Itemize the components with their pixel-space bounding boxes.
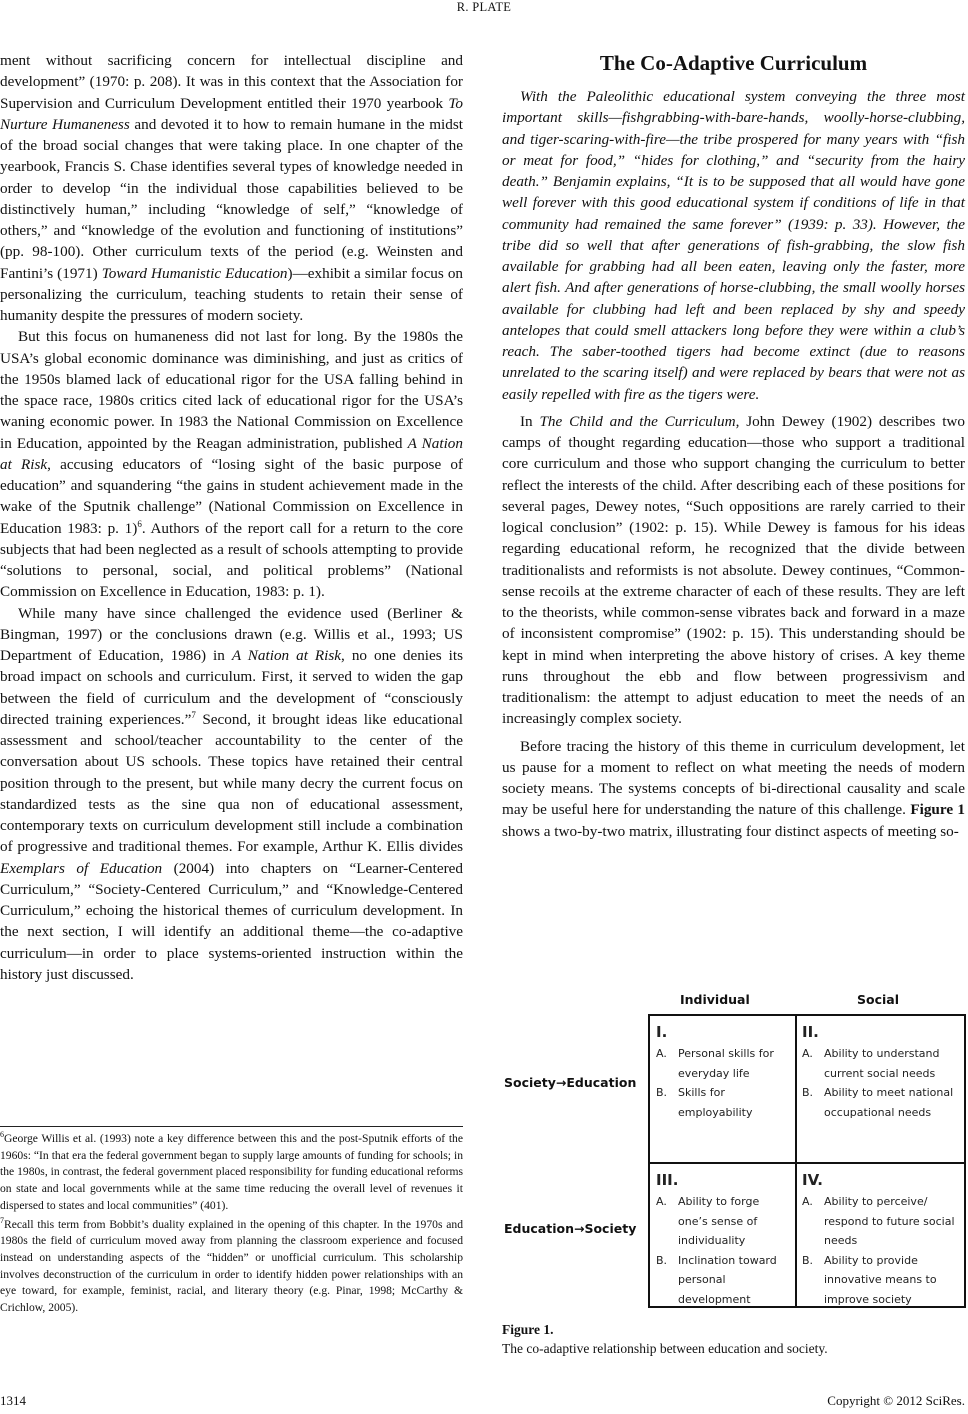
copyright-notice: Copyright © 2012 SciRes. (827, 1393, 965, 1408)
list-item: A. Ability to understand current social needs (802, 1047, 940, 1080)
grid-divider-vertical (795, 1016, 797, 1306)
figure-caption-label: Figure 1. (502, 1322, 554, 1337)
row-header-education-society: Education→Society (504, 1221, 637, 1236)
footnote-ref: 6 (137, 518, 142, 529)
left-column (0, 50, 463, 985)
quadrant-2: II. A. Ability to understand current social needs B. Ability to meet national occupational needs (802, 1022, 958, 1122)
list-item: A. Personal skills for everyday life (656, 1047, 774, 1080)
quadrant-4: IV. A. Ability to perceive/ respond to future social needs B. Ability to provide innovative means to improve society (802, 1170, 958, 1309)
running-head: R. PLATE (456, 0, 512, 14)
right-column (502, 50, 965, 842)
column-header-social: Social (857, 992, 900, 1007)
matrix-grid (648, 1014, 966, 1308)
footnote-6: $^6$George Willis et al. (1993) note a key difference between this and the post-Sputnik efforts of the 1960s: “In that era the federal government began to supply large amounts of funding for schools; in the 1980s, in contrast, the federal government placed responsibility for funding educational reforms on state and local governments while at the same time reducing the overall level of revenues it dispersed to states and local communities” (401). (0, 1130, 463, 1212)
row-header-society-education: Society→Education (504, 1075, 637, 1090)
page-number: 1314 (0, 1393, 26, 1408)
list-item: B. Ability to provide innovative means to improve society (802, 1253, 937, 1306)
figure-caption-text: The co-adaptive relationship between education and society. (502, 1341, 828, 1356)
body-paragraph: Before tracing the history of this theme in curriculum development, let us pause for a moment to reflect on what meeting the needs of modern society means. The systems concepts of bi-directional causality and scale may be useful here for understanding the nature of this challenge. Figure 1 shows a two-by-two matrix, illustrating four distinct aspects of meeting so- (502, 737, 966, 840)
body-paragraph: But this focus on humaneness did not last for long. By the 1980s the USA’s global economic dominance was diminishing, and just as critics of the 1950s blamed lack of educational rigor for the USA falling behind in the space race, 1980s critics cited lack of educational rigor for the USA’s waning economic power. In 1983 the National Commission on Excellence in Education, appointed by the Reagan administration, published A Nation at Risk, accusing educators of “losing sight of the basic purpose of education” and squandering “the gains in student achievement made in the wake of the Sputnik challenge” (National Commission on Excellence in Education 1983: p. 1)$^6$. Authors of the report call for a return to the core subjects that had been neglected as a result of schools attempting to provide “solutions to personal, social, and political problems” (National Commission on Excellence in Education, 1983: p. 1). (0, 328, 463, 601)
list-item: A. Ability to forge one’s sense of individuality (656, 1195, 760, 1247)
footnote-7: $^7$Recall this term from Bobbit’s duality explained in the opening of this chapter. In the 1970s and 1980s the field of curriculum moved away from planning the classroom experience and focused instead on understanding aspects of the “hidden” or unofficial curriculum. This scholarship involves deconstruction of the curriculum in order to identify hidden power relationships with an eye toward, for example, feminist, racial, and literary theory (e.g. Pinar, 1998; McCarthy & Crichlow, 2005). (0, 1215, 463, 1315)
footnotes (0, 1131, 463, 1319)
footnote-ref: 7 (191, 709, 196, 720)
list-item: A. Ability to perceive/ respond to future social needs (802, 1195, 955, 1247)
report-title: A Nation at Risk (231, 647, 342, 664)
section-title: The Co-Adaptive Curriculum (599, 51, 868, 75)
figure-caption (502, 1320, 965, 1358)
body-paragraph: In The Child and the Curriculum, John Dewey (1902) describes two camps of thought regarding education—those who support a traditional core curriculum and those who support changing the curriculum to better reflect the interests of the child. After describing each of these positions for several pages, Dewey notes, “Such oppositions are rarely carried to their logical conclusion” (1902: p. 15). While Dewey is famous for his ideas regarding educational reform, he recognized that the divide between traditionalists and reformists is not absolute. Dewey continues, “Common-sense recoils at the extreme character of each of these results. They are left to the theorists, while common-sense vibrates back and forward in a maze of inconsistent compromise” (1902: p. 15). This understanding should be kept in mind when interpreting the above history of crises. A key theme runs throughout the ebb and flow between progressivism and traditionalism: the attempt to adjust education to meet the needs of an increasingly complex society. (502, 412, 965, 728)
report-title: A Nation at Risk (0, 434, 463, 473)
book-title: Exemplars of Education (0, 859, 163, 877)
quadrant-3: III. A. Ability to forge one’s sense of individuality B. Inclination toward personal development (656, 1170, 790, 1309)
column-header-individual: Individual (680, 992, 750, 1007)
list-item: B. Inclination toward personal development (656, 1253, 777, 1306)
footnote-divider (0, 1126, 463, 1127)
list-item: B. Ability to meet national occupational needs (802, 1086, 954, 1119)
grid-divider-horizontal (650, 1162, 964, 1164)
list-item: B. Skills for employability (656, 1086, 753, 1119)
book-title: The Child and the Curriculum (539, 412, 736, 430)
book-title: To Nurture Humaneness (0, 94, 463, 133)
book-title: Toward Humanistic Education (101, 264, 288, 282)
italic-paragraph: With the Paleolithic educational system conveying the three most important skills—fishgrabbing-with-bare-hands, woolly-horse-clubbing, and tiger-scaring-with-fire—the tribe prospered for many years with “fish or meat for food,” “hides for clothing,” and “security from the hairy death.” Benjamin explains, “It is to be supposed that all would have gone well forever with this good educational system if conditions of life in that community had remained the same forever” (1939: p. 33). However, the tribe did so well that after generations of fish-grabbing, the slow fish available for grabbing had all been eaten, leaving only the faster, more alert fish. And after generations of horse-clubbing, the small woolly horses available for clubbing had left and been replaced by shy and speedy antelopes that could smell attackers long before they were within a club’s reach. The saber-toothed tigers had become extinct (due to reasons unrelated to the scaring itself) and were replaced by bears that were not as easily repelled with fire as the tigers were. (502, 88, 965, 403)
figure-1 (502, 992, 968, 1312)
figure-reference[interactable]: Figure 1 (910, 801, 966, 819)
body-paragraph: ment without sacrificing concern for intellectual discipline and development” (1970: p. 208). It was in this context that the Association for Supervision and Curriculum Development entitled their 1970 yearbook To Nurture Humaneness and devoted it to how to remain humane in the midst of the broad social changes that were taking place. In one chapter of the yearbook, Francis S. Chase identifies several types of knowledge needed in order to develop “in the individual those capabilities believed to be distinctively human,” including “knowledge of self,” “knowledge of others,” and “knowledge of the evolution and functioning of institutions” (pp. 98-100). Other curriculum texts of the period (e.g. Weinsten and Fantini’s (1971) Toward Humanistic Education)—exhibit a similar focus on personalizing the curriculum, teaching students to retain their sense of humanity despite the pressures of modern society. (0, 52, 464, 324)
body-paragraph: While many have since challenged the evidence used (Berliner & Bingman, 1997) or the conclusions drawn (e.g. Willis et al., 1993; US Department of Education, 1986) in A Nation at Risk, no one denies its broad impact on schools and curriculum. First, it served to widen the gap between the field of curriculum and the development of “consciously directed training experiences.”$^7$ Second, it brought ideas like educational assessment and school/teacher accountability to the center of the conversation about US schools. These topics have retained their central position through to the present, but while many decry the current focus on standardized tests as the sine qua non of educational assessment, contemporary texts on curriculum development still include a combination of progressive and traditional themes. For example, Arthur K. Ellis divides Exemplars of Education (2004) into chapters on “Learner-Centered Curriculum,” “Society-Centered Curriculum,” and “Knowledge-Centered Curriculum,” echoing the historical themes of curriculum development. In the next section, I will identify an additional theme—the co-adaptive curriculum—in order to place systems-oriented instruction within the history just discussed. (0, 604, 464, 983)
quadrant-1: I. A. Personal skills for everyday life B. Skills for employability (656, 1022, 790, 1122)
